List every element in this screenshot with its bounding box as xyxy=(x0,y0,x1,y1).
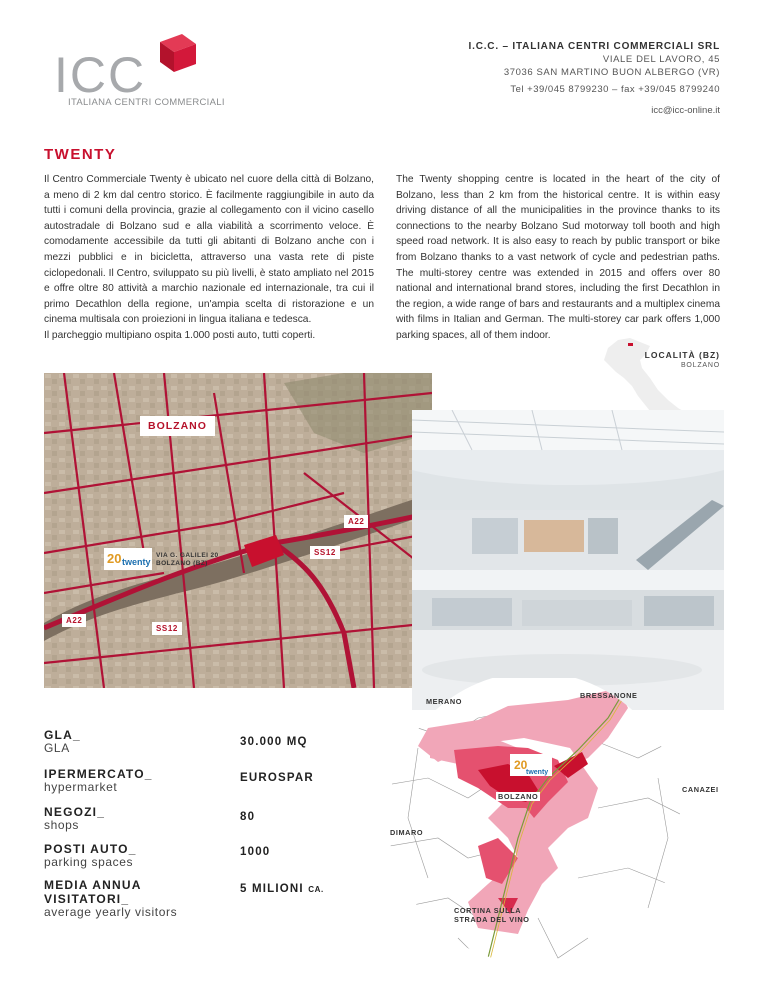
map-label-bolzano: BOLZANO xyxy=(140,416,215,436)
description-english: The Twenty shopping centre is located in the heart of the city of Bolzano, less than 2 km from the historical centre. It is within easy driving distance of all the municipalities in the province thanks to its connections to the nearby Bolzano Sud motorway toll booth and high speed road network. It is also easy to reach by public transport or bike from Bolzano thanks to a vast network of cycle and pedestrian paths. The multi-storey centre was extended in 2015 and offers over 80 national and international brand stores, including the first Decathlon in the region, a wide range of bars and restaurants and a multiplex cinema with films in Italian and German. The multi-storey car park offers 1,000 parking spaces, all of them indoor. xyxy=(396,174,720,341)
icc-logo xyxy=(44,28,244,108)
company-phone: Tel +39/045 8799230 – fax +39/045 8799240 xyxy=(510,84,720,95)
catchment-label-cortina xyxy=(454,906,530,924)
stat-visitors-key-line2: VISITATORI xyxy=(44,892,122,906)
stat-visitors-value-wrap xyxy=(240,883,324,895)
stat-visitors-suffix: CA. xyxy=(308,885,324,894)
description-italian-p2: Il parcheggio multipiano ospita 1.000 posti auto, tutti coperti. xyxy=(44,329,316,341)
logo-cube-icon xyxy=(152,30,198,74)
stat-hypermarket-value: EUROSPAR xyxy=(240,772,314,784)
map-label-ss12-bottom: SS12 xyxy=(152,622,182,635)
stat-shops-key: NEGOZI xyxy=(44,805,98,819)
aerial-map xyxy=(44,373,432,688)
stat-gla: GLA_ GLA xyxy=(44,728,81,755)
stat-gla-key: GLA xyxy=(44,728,73,742)
description-italian xyxy=(44,172,374,344)
catchment-logo-number: 20 xyxy=(514,758,528,772)
map-label-a22-top: A22 xyxy=(344,515,368,528)
stat-visitors-en: average yearly visitors xyxy=(44,905,178,919)
stat-parking-en: parking spaces xyxy=(44,855,134,869)
stat-visitors-key-line1: MEDIA ANNUA xyxy=(44,878,142,892)
stat-hypermarket: IPERMERCATO_ hypermarket xyxy=(44,767,153,794)
stat-visitors-value: 5 MILIONI xyxy=(240,883,304,895)
stat-hypermarket-key: IPERMERCATO xyxy=(44,767,145,781)
twenty-logo xyxy=(104,548,152,570)
stat-shops-value: 80 xyxy=(240,811,256,823)
stat-gla-en: GLA xyxy=(44,741,70,755)
catchment-label-dimaro: DIMARO xyxy=(390,828,424,837)
company-email[interactable]: icc@icc-online.it xyxy=(651,105,720,116)
venue-address-line2: BOLZANO (BZ) xyxy=(156,560,208,567)
catchment-label-bressanone: BRESSANONE xyxy=(580,691,638,700)
twenty-logo-number: 20 xyxy=(107,551,122,566)
catchment-label-canazei: CANAZEI xyxy=(682,785,719,794)
company-name: I.C.C. – ITALIANA CENTRI COMMERCIALI SRL xyxy=(468,41,720,52)
stat-shops: NEGOZI_ shops xyxy=(44,805,106,832)
location-label xyxy=(645,350,720,369)
catchment-label-bolzano: BOLZANO xyxy=(498,792,539,801)
venue-address xyxy=(156,552,219,568)
catchment-logo-word: twenty xyxy=(526,769,549,776)
stat-parking-value: 1000 xyxy=(240,846,271,858)
location-city: BOLZANO xyxy=(680,362,720,369)
page-title: TWENTY xyxy=(44,146,117,163)
catchment-label-cortina-line2: STRADA DEL VINO xyxy=(454,915,530,924)
stat-gla-value: 30.000 MQ xyxy=(240,736,308,748)
mall-interior-photo xyxy=(412,410,724,710)
stat-hypermarket-en: hypermarket xyxy=(44,780,118,794)
stat-shops-en: shops xyxy=(44,818,80,832)
logo-text: ICC xyxy=(54,47,147,103)
venue-address-line1: VIA G. GALILEI 20 xyxy=(156,552,219,559)
twenty-logo-word: twenty xyxy=(122,557,151,567)
stat-visitors: MEDIA ANNUA VISITATORI_ average yearly visitors xyxy=(44,878,178,919)
company-info xyxy=(469,40,720,117)
company-address-line2: 37036 SAN MARTINO BUON ALBERGO (VR) xyxy=(503,67,720,78)
catchment-label-merano: MERANO xyxy=(426,697,463,706)
map-label-ss12-top: SS12 xyxy=(310,546,340,559)
description-italian-p1: Il Centro Commerciale Twenty è ubicato nel cuore della città di Bolzano, a meno di 2 km dal centro storico. È facilmente raggiungibile in auto da tutti i comuni della provincia, grazie al collegamento con il vicino casello autostradale di Bolzano sud e alla viabilità a scorrimento veloce. È comodamente accessibile da tutti gli abitanti di Bolzano anche con i mezzi pubblici e in bicicletta, attraverso una vasta rete di piste ciclopedonali. Il Centro, sviluppato su più livelli, è stato ampliato nel 2015 e offre oltre 80 attività a marchio nazionale ed internazionale, tra cui il primo Decathlon della regione, un'ampia scelta di ristorazione e un cinema multisala con proiezioni in lingua italiana e tedesca. xyxy=(44,174,374,326)
logo-subtitle: ITALIANA CENTRI COMMERCIALI xyxy=(68,97,225,108)
location-region: LOCALITÀ (BZ) xyxy=(644,350,720,360)
stat-parking-key: POSTI AUTO xyxy=(44,842,129,856)
company-address-line1: VIALE DEL LAVORO, 45 xyxy=(602,54,720,65)
map-label-a22-left: A22 xyxy=(62,614,86,627)
stat-parking: POSTI AUTO_ parking spaces xyxy=(44,842,137,869)
catchment-label-cortina-line1: CORTINA SULLA xyxy=(454,906,522,915)
